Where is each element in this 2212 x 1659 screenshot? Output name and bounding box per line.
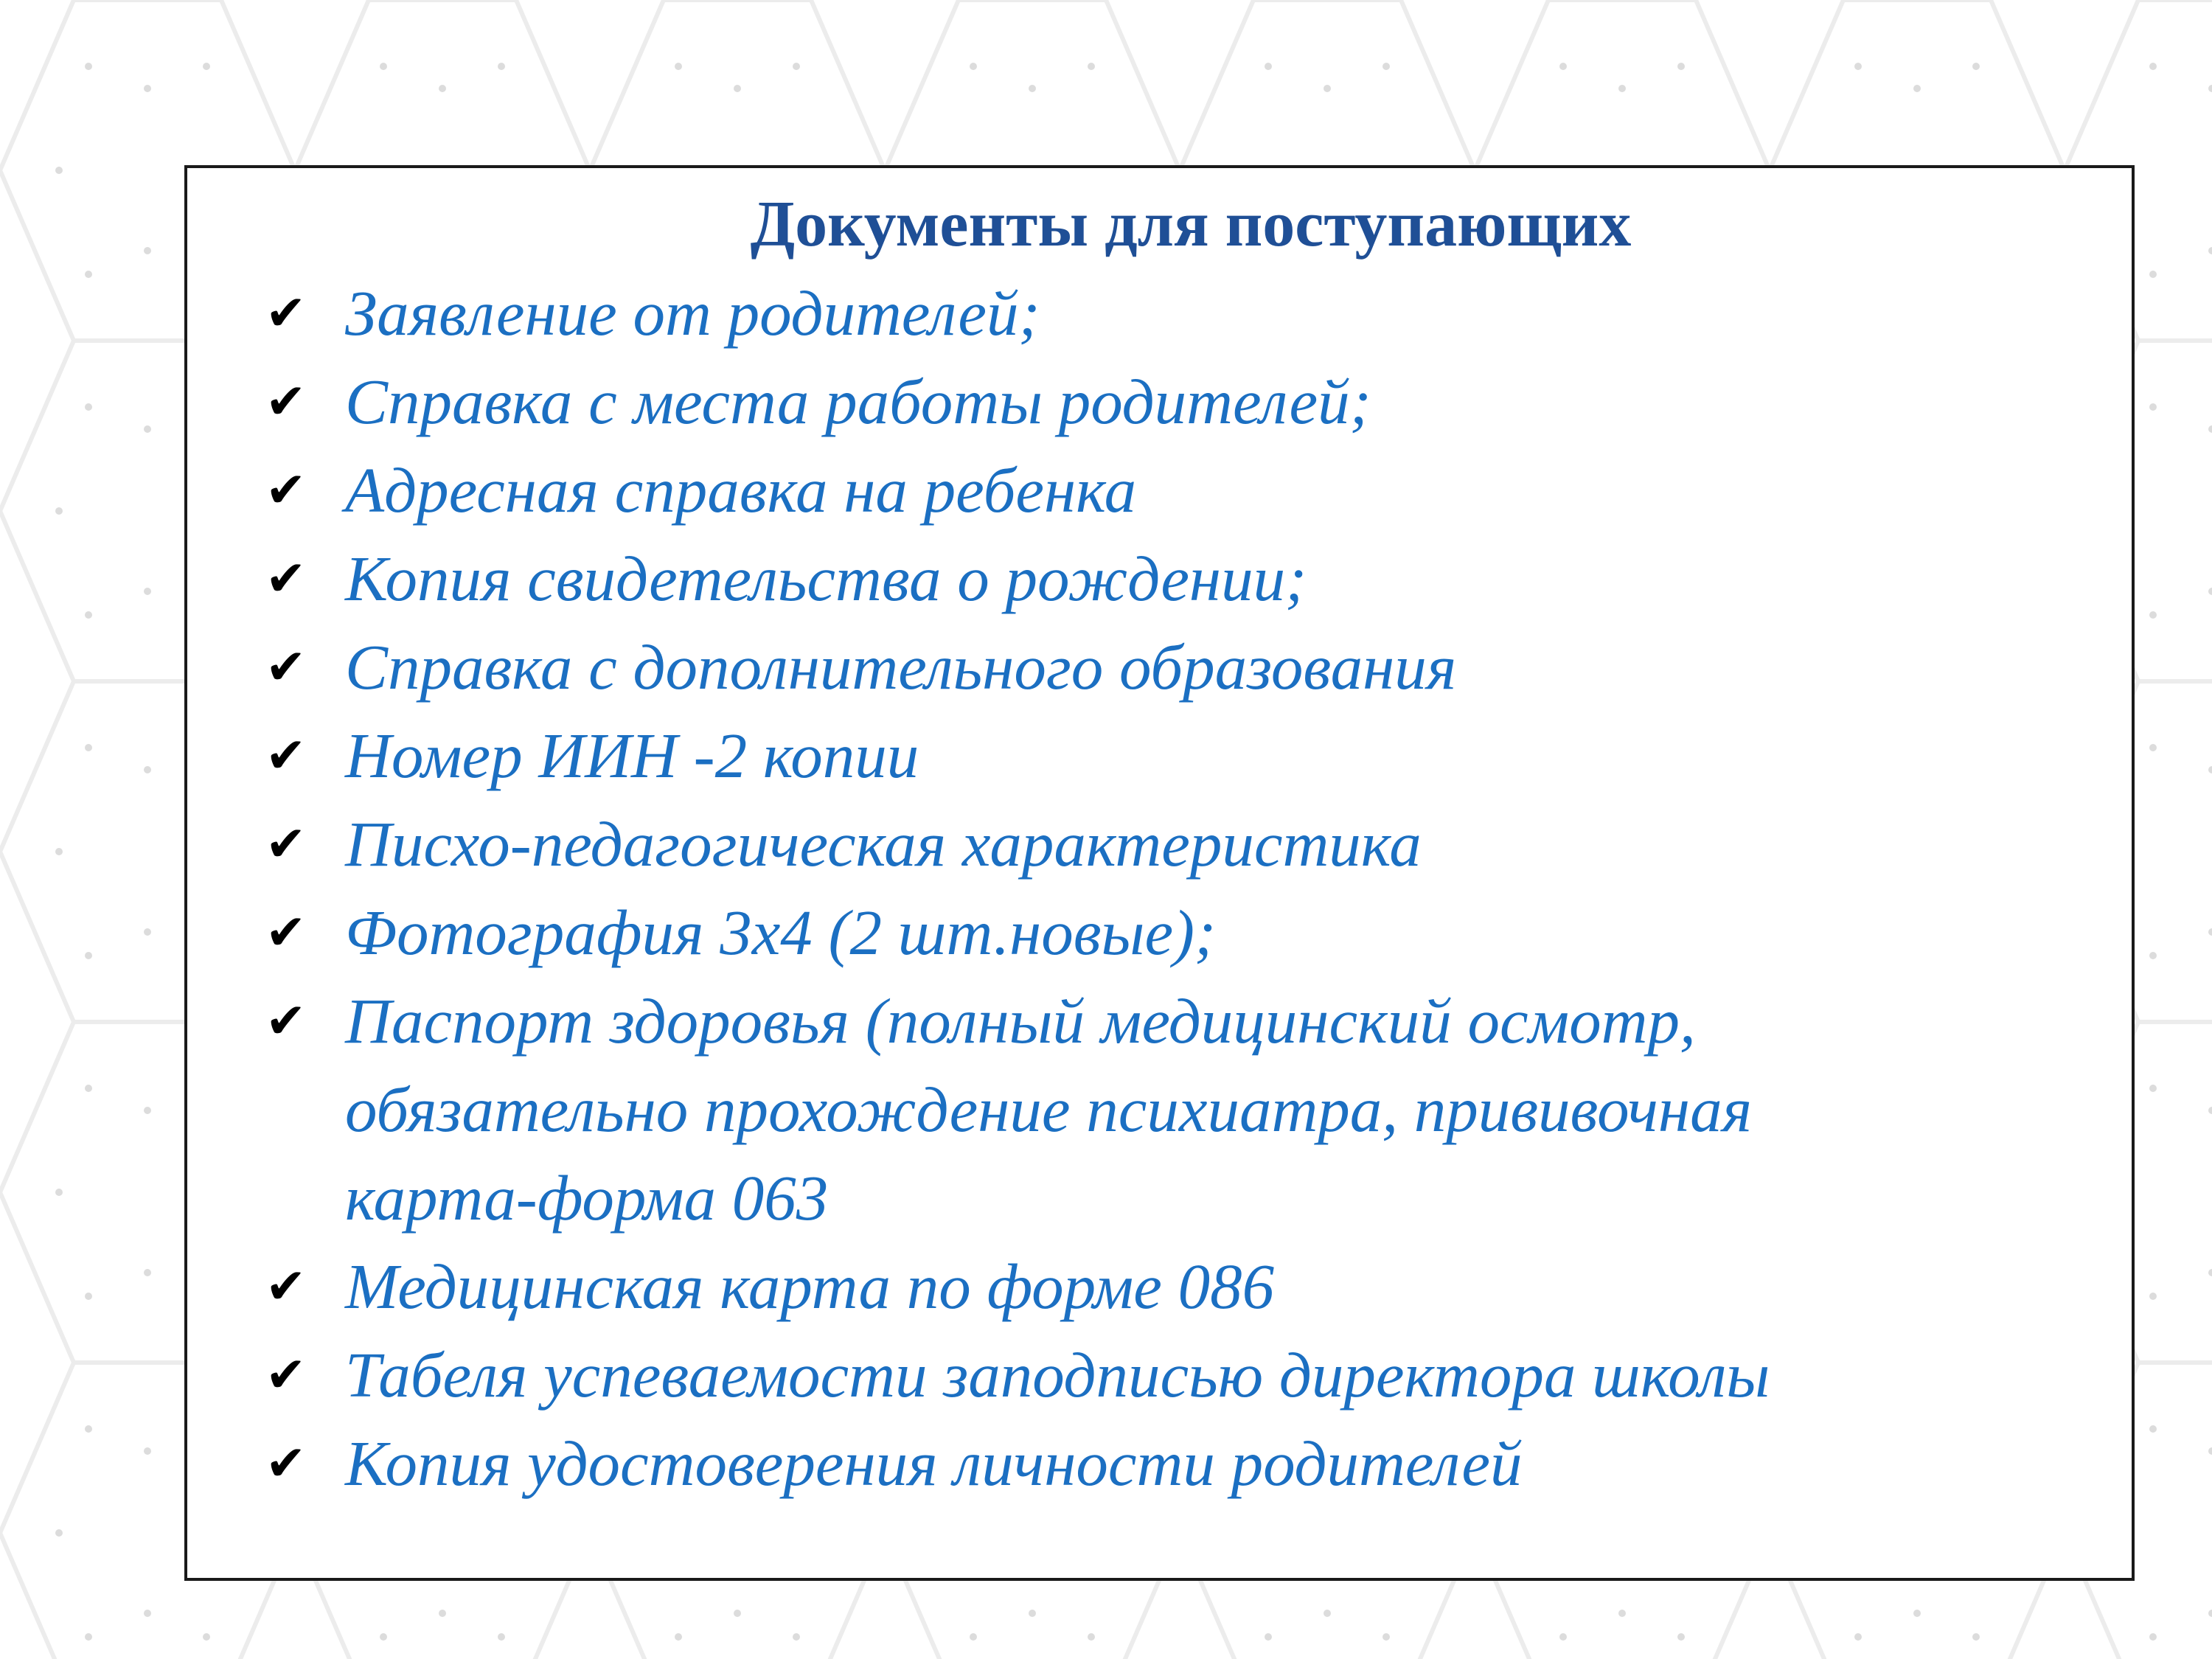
list-item-text: Справка с места работы родителей; xyxy=(345,366,1371,437)
document-list xyxy=(265,269,1770,1508)
check-mark-icon: ✔ xyxy=(265,550,307,607)
list-item xyxy=(265,535,1770,623)
list-item-text: Медицинская карта по форме 086 xyxy=(345,1251,1275,1322)
list-item-text: Заявление от родителей; xyxy=(345,277,1040,349)
check-mark-icon: ✔ xyxy=(265,1346,307,1403)
list-item-text: Фотография 3х4 (2 шт.новые); xyxy=(345,897,1216,968)
check-mark-icon: ✔ xyxy=(265,639,307,695)
check-mark-icon: ✔ xyxy=(265,1258,307,1315)
list-item-text: Копия свидетельства о рождении; xyxy=(345,543,1307,614)
list-item xyxy=(265,358,1770,446)
check-mark-icon: ✔ xyxy=(265,373,307,430)
check-mark-icon: ✔ xyxy=(265,462,307,518)
list-item xyxy=(265,1419,1770,1508)
check-mark-icon: ✔ xyxy=(265,904,307,961)
check-mark-icon: ✔ xyxy=(265,285,307,341)
check-mark-icon: ✔ xyxy=(265,727,307,784)
list-item xyxy=(265,446,1770,535)
list-item xyxy=(265,269,1770,358)
list-item-text: Паспорт здоровья (полный медицинский осмотр, xyxy=(345,985,1696,1057)
check-mark-icon: ✔ xyxy=(265,1435,307,1492)
list-item-text: Адресная справка на ребенка xyxy=(345,454,1137,526)
list-item-text: Копия удостоверения личности родителей xyxy=(345,1427,1523,1499)
list-item xyxy=(265,1242,1770,1331)
list-item-text: Писхо-педагогическая характеристика xyxy=(345,808,1422,880)
list-item-text: карта-форма 063 xyxy=(345,1162,829,1234)
list-item-text: обязательно прохождение психиатра, прививочная xyxy=(345,1074,1753,1145)
list-item-text: Табеля успеваемости заподписью директора школы xyxy=(345,1339,1770,1411)
list-item xyxy=(265,712,1770,800)
check-mark-icon: ✔ xyxy=(265,992,307,1049)
check-mark-icon: ✔ xyxy=(265,815,307,872)
list-item-text: Номер ИИН -2 копии xyxy=(345,720,919,791)
list-item-text: Справка с дополнительного образования xyxy=(345,631,1457,703)
list-item xyxy=(265,800,1770,888)
list-item xyxy=(265,977,1770,1242)
list-item xyxy=(265,1331,1770,1419)
list-item xyxy=(265,888,1770,977)
page-title: Документы для поступающих xyxy=(750,189,1632,260)
list-item xyxy=(265,623,1770,712)
